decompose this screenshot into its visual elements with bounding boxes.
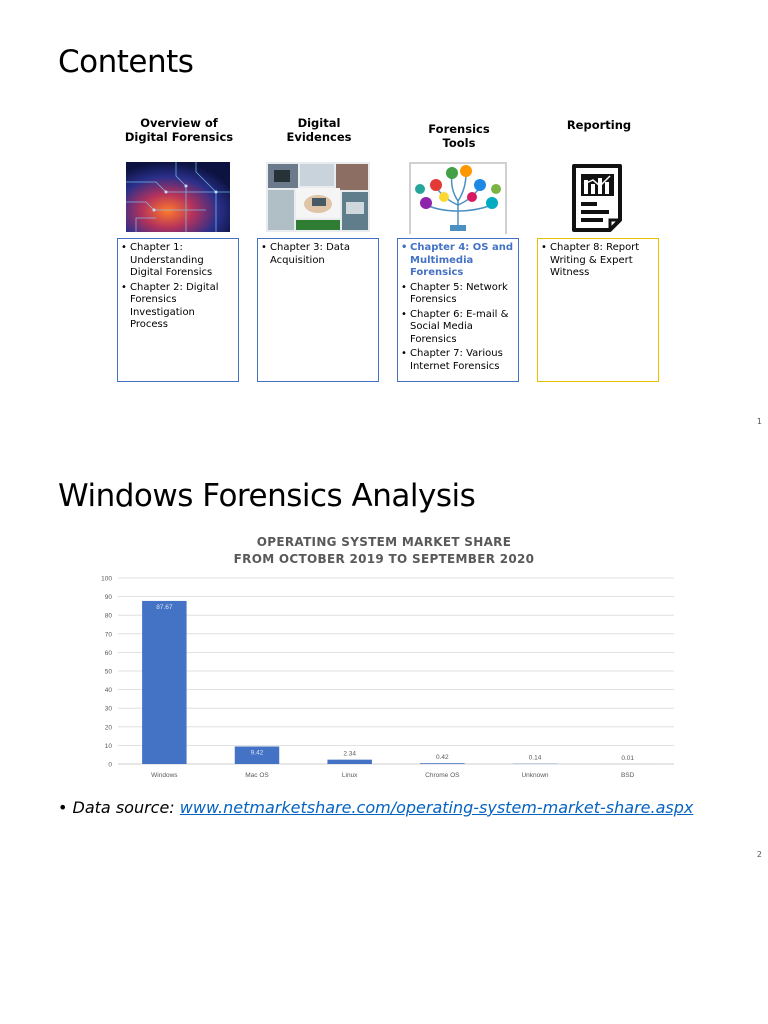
digital-circuit-image <box>126 162 230 232</box>
data-label: 0.01 <box>621 754 634 762</box>
evidence-collage-image <box>266 162 370 232</box>
chapter-item[interactable]: • Chapter 3: Data Acquisition <box>261 242 375 267</box>
source-bullet: • <box>58 798 73 817</box>
report-document-icon <box>546 160 650 234</box>
data-label: 0.14 <box>528 754 542 762</box>
x-tick-label: Unknown <box>521 772 549 779</box>
y-tick-label: 80 <box>104 612 112 620</box>
x-tick-label: BSD <box>620 772 635 779</box>
y-tick-label: 50 <box>104 668 112 676</box>
bar[interactable] <box>420 763 464 764</box>
slide-contents <box>0 0 768 430</box>
chapter-item[interactable]: • Chapter 4: OS and Multimedia Forensics <box>401 242 515 280</box>
chapter-box <box>257 238 379 382</box>
y-tick-label: 30 <box>104 705 112 713</box>
chapter-item[interactable]: • Chapter 8: Report Writing & Expert Witness <box>541 242 655 280</box>
app-tree-image <box>406 158 510 234</box>
column-title: Digital Evidences <box>286 116 352 144</box>
y-tick-label: 0 <box>108 761 112 769</box>
data-label: 87.67 <box>156 603 173 611</box>
market-share-bar-chart <box>90 574 680 784</box>
slide-title: Contents <box>58 44 194 80</box>
column-title: Overview of Digital Forensics <box>124 116 234 144</box>
bar[interactable] <box>142 601 186 764</box>
y-tick-label: 90 <box>104 594 112 602</box>
y-tick-label: 20 <box>104 724 112 732</box>
y-tick-label: 40 <box>104 687 112 695</box>
chapter-item[interactable]: • Chapter 6: E-mail & Social Media Forensics <box>401 309 515 347</box>
x-tick-label: Mac OS <box>245 772 269 779</box>
data-label: 2.34 <box>343 750 356 758</box>
slide-title: Windows Forensics Analysis <box>58 478 476 514</box>
page-number: 1 <box>756 417 762 426</box>
y-tick-label: 60 <box>104 649 112 657</box>
bar[interactable] <box>327 760 371 764</box>
chapter-box <box>397 238 519 382</box>
y-tick-label: 100 <box>101 575 112 583</box>
data-source <box>58 798 693 817</box>
x-tick-label: Chrome OS <box>425 772 460 779</box>
data-label: 0.42 <box>436 754 449 762</box>
chapter-box <box>537 238 659 382</box>
chart-title-line: OPERATING SYSTEM MARKET SHARE <box>256 535 512 549</box>
source-label: Data source: <box>72 798 175 817</box>
page-number: 2 <box>756 850 762 859</box>
column-title: Forensics Tools <box>428 122 490 150</box>
x-tick-label: Linux <box>341 772 358 779</box>
chart-title-line: FROM OCTOBER 2019 TO SEPTEMBER 2020 <box>233 552 535 566</box>
x-tick-label: Windows <box>151 772 178 779</box>
chapter-box <box>117 238 239 382</box>
slide-windows-forensics <box>0 446 768 866</box>
chapter-item[interactable]: • Chapter 2: Digital Forensics Investigation Process <box>121 282 235 332</box>
source-link[interactable]: www.netmarketshare.com/operating-system-market-share.aspx <box>179 798 694 817</box>
chapter-item[interactable]: • Chapter 5: Network Forensics <box>401 282 515 307</box>
y-tick-label: 10 <box>104 742 112 750</box>
chart-title <box>0 534 768 568</box>
column-title: Reporting <box>566 118 632 132</box>
chapter-item[interactable]: • Chapter 1: Understanding Digital Forensics <box>121 242 235 280</box>
data-label: 9.42 <box>250 749 264 757</box>
chapter-item[interactable]: • Chapter 7: Various Internet Forensics <box>401 348 515 373</box>
y-tick-label: 70 <box>104 631 112 639</box>
